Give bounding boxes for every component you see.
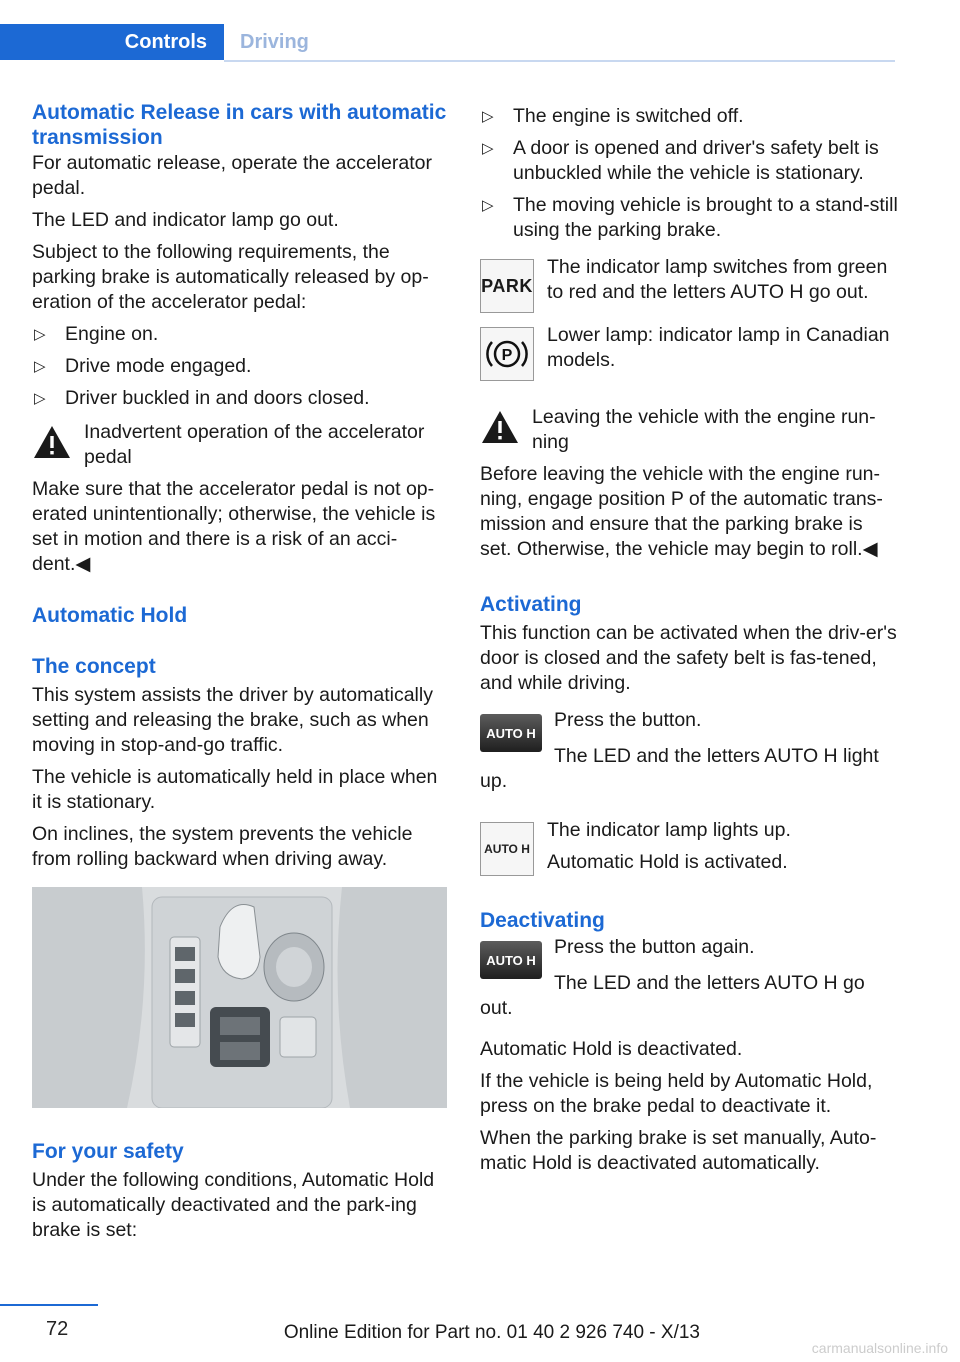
paragraph: The LED and the letters AUTO H light up. [480, 745, 879, 792]
paragraph: For automatic release, operate the accelerator pedal. [32, 152, 432, 199]
list-item [480, 136, 898, 186]
paragraph: Automatic Hold is activated. [547, 851, 788, 873]
list-item-text: A door is opened and driver's safety belt is unbuckled while the vehicle is stationary. [513, 137, 879, 184]
auto-h-button [480, 714, 542, 752]
parking-brake-icon [484, 334, 530, 374]
paragraph: This system assists the driver by automatically setting and releasing the brake, such as when moving in stop-and-go traffic. [32, 684, 433, 756]
warning-note [480, 405, 898, 455]
bullet-triangle-icon: ▷ [482, 140, 494, 157]
header-tabs [0, 24, 895, 62]
paragraph: Lower lamp: indicator lamp in Canadian models. [547, 324, 890, 371]
paragraph: This function can be activated when the driv‐er's door is closed and the safety belt is fas‐tened, and while driving. [480, 622, 897, 694]
paragraph: When the parking brake is set manually, Auto‐matic Hold is deactivated automatically. [480, 1127, 877, 1174]
heading-automatic-release: Automatic Release in cars with automatic transmission [32, 101, 447, 149]
list-item [32, 354, 450, 379]
header-divider [224, 60, 895, 62]
svg-text:P: P [501, 347, 513, 364]
auto-h-button-label: AUTO H [486, 952, 536, 968]
parking-brake-lamp [480, 327, 534, 381]
park-lamp-row [480, 255, 898, 317]
park-lamp-label: PARK [481, 275, 533, 296]
paragraph: The vehicle is automatically held in place when it is stationary. [32, 766, 438, 813]
list-item-text: The moving vehicle is brought to a stand‐still using the parking brake. [513, 194, 898, 241]
warning-note [32, 420, 450, 470]
auto-h-button [480, 941, 542, 979]
warning-title: Leaving the vehicle with the engine run‐ning [532, 406, 876, 453]
heading-for-your-safety: For your safety [32, 1140, 184, 1163]
list-item-text: Drive mode engaged. [65, 355, 252, 377]
list-item [480, 193, 898, 243]
auto-h-indicator-lamp [480, 822, 534, 876]
list-item [480, 104, 898, 129]
heading-deactivating: Deactivating [480, 909, 605, 932]
center-console-image [32, 887, 447, 1108]
watermark: carmanualsonline.info [811, 1340, 948, 1356]
activate-button-row [480, 708, 898, 764]
paragraph: Subject to the following requirements, the parking brake is automatically released by op‐eration of the accelerator pedal: [32, 241, 429, 313]
paragraph: Press the button. [554, 709, 702, 731]
edition-note: Online Edition for Part no. 01 40 2 926 740 - X/13 [283, 1322, 700, 1343]
heading-activating: Activating [480, 593, 582, 616]
warning-text: Before leaving the vehicle with the engine run‐ning, engage position P of the automatic trans‐mission and ensure that the parking brake is set. Otherwise, the vehicle may begin to roll.◀ [480, 463, 883, 560]
paragraph: The LED and indicator lamp go out. [32, 209, 339, 231]
right-column [480, 100, 898, 1176]
left-column [32, 100, 450, 1243]
paragraph: The indicator lamp switches from green to red and the letters AUTO H go out. [547, 256, 888, 303]
paragraph: Automatic Hold is deactivated. [480, 1038, 743, 1060]
page-number: 72 [46, 1318, 69, 1340]
list-item-text: The engine is switched off. [513, 105, 744, 127]
list-item-text: Driver buckled in and doors closed. [65, 387, 370, 409]
center-console-illustration [32, 887, 447, 1108]
warning-triangle-icon [32, 424, 72, 460]
paragraph: If the vehicle is being held by Automatic Hold, press on the brake pedal to deactivate it. [480, 1070, 873, 1117]
list-item [32, 386, 450, 411]
auto-h-lamp-label: AUTO H [484, 842, 530, 856]
warning-text: Make sure that the accelerator pedal is not op‐erated unintentionally; otherwise, the vehicle is set in motion and there is a risk of an acci‐dent.◀ [32, 478, 436, 575]
bullet-triangle-icon: ▷ [482, 108, 494, 125]
paragraph: The LED and the letters AUTO H go out. [480, 972, 865, 1019]
tab-controls[interactable]: Controls [0, 24, 224, 60]
tab-driving[interactable]: Driving [240, 31, 309, 53]
deactivate-button-row [480, 935, 898, 991]
paragraph: The indicator lamp lights up. [547, 819, 791, 841]
bullet-triangle-icon: ▷ [34, 326, 46, 343]
paragraph: Press the button again. [554, 936, 755, 958]
bullet-triangle-icon: ▷ [34, 390, 46, 407]
paragraph: Under the following conditions, Automatic Hold is automatically deactivated and the park‐ing brake is set: [32, 1169, 435, 1241]
park-indicator-lamp [480, 259, 534, 313]
bullet-triangle-icon: ▷ [34, 358, 46, 375]
bullet-triangle-icon: ▷ [482, 197, 494, 214]
parking-brake-lamp-row [480, 323, 898, 385]
paragraph: On inclines, the system prevents the vehicle from rolling backward when driving away. [32, 823, 413, 870]
footer-rule [0, 1304, 98, 1306]
list-item [32, 322, 450, 347]
heading-the-concept: The concept [32, 655, 156, 678]
list-item-text: Engine on. [65, 323, 159, 345]
heading-automatic-hold: Automatic Hold [32, 604, 188, 627]
auto-h-lamp-row [480, 818, 898, 880]
auto-h-button-label: AUTO H [486, 725, 536, 741]
warning-triangle-icon [480, 409, 520, 445]
warning-title: Inadvertent operation of the accelerator pedal [84, 421, 425, 468]
